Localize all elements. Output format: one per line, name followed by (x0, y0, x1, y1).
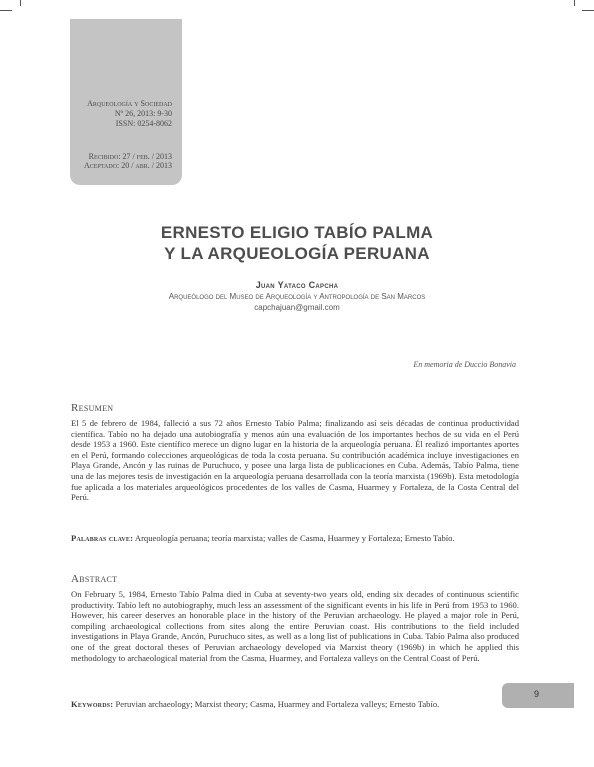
keywords-es: Arqueología peruana; teoría marxista; valles de Casma, Huarmey y Fortaleza; Ernesto Tabío. (134, 533, 455, 543)
accepted-date: Aceptado: 20 / abr. / 2013 (84, 161, 172, 170)
crop-mark (20, 0, 21, 6)
crop-mark (0, 10, 12, 11)
author-affiliation: Arqueólogo del Museo de Arqueología y Antropología de San Marcos (168, 292, 426, 301)
page-number: 9 (534, 689, 540, 699)
author-name: Juan Yataco Capcha (255, 280, 339, 290)
title-line-2: Y LA ARQUEOLOGÍA PERUANA (164, 244, 430, 263)
resumen-text: El 5 de febrero de 1984, falleció a sus 72 años Ernesto Tabío Palma; finalizando así seis décadas de continua productividad científica. Tabío no ha dejado una autobiografía y menos aún una evaluación de los importantes hechos de su vida en el Perú desde 1953 a 1960. Este científico merece un digno lugar en la historia de la arqueología peruana. Él realizó importantes aportes en el Perú, formando colecciones arqueológicas de toda la costa peruana. Su contribución académica incluye investigaciones en Playa Grande, Ancón y las ruinas de Puruchuco, y posee una larga lista de publicaciones en Cuba. Además, Tabío Palma, tiene una de las mejores tesis de investigación en la arqueología peruana desarrollada con la teoría marxista (1969b). Esta metodología fue aplicada a los materiales arqueológicos procedentes de los valles de Casma, Huarmey y Fortaleza, de la Costa Central del Perú. (71, 418, 519, 503)
dedication: En memoria de Duccio Bonavia (413, 360, 516, 369)
crop-mark (582, 10, 594, 11)
journal-name: Arqueología y Sociedad (87, 99, 172, 108)
crop-mark (574, 0, 575, 6)
journal-issue: Nº 26, 2013: 9-30 (114, 109, 172, 118)
abstract-text: On February 5, 1984, Ernesto Tabío Palma died in Cuba at seventy-two years old, ending six decades of continuous scientific productivity. Tabío left no autobiography, much less an assessment of the significant events in his life in Perú from 1953 to 1960. However, his career deserves an honorable place in the history of the Peruvian archaeology. He played a major role in Perú, compiling archaeological collections from sites along the entire Peruvian coast. His contributions to the field included investigations in Playa Grande, Ancón, Puruchuco sites, as well as a long list of publications in Cuba. Tabío Palma also produced one of the great doctoral theses of Peruvian archaeology developed via Marxist theory (1969b) in which he applied this methodology to archaeological material from the Casma, Huarmey, and Fortaleza valleys on the Central Coast of Perú. (71, 589, 519, 663)
resumen-heading: Resumen (71, 402, 114, 414)
received-date: Recibido: 27 / feb. / 2013 (88, 152, 172, 161)
title-line-1: ERNESTO ELIGIO TABÍO PALMA (160, 223, 434, 242)
author-email: capchajuan@gmail.com (254, 303, 340, 312)
article-title (0, 222, 594, 264)
keywords-en: Peruvian archaeology; Marxist theory; Casma, Huarmey and Fortaleza valleys; Ernesto Tabío. (115, 699, 440, 709)
journal-issn: ISSN: 0254-8062 (115, 119, 172, 128)
resumen-keywords (71, 533, 519, 544)
keywords-label-en: Keywords: (71, 699, 114, 709)
journal-info-box (70, 19, 182, 185)
abstract-heading: Abstract (71, 573, 118, 585)
keywords-label-es: Palabras clave: (71, 533, 134, 543)
abstract-keywords (71, 699, 519, 710)
